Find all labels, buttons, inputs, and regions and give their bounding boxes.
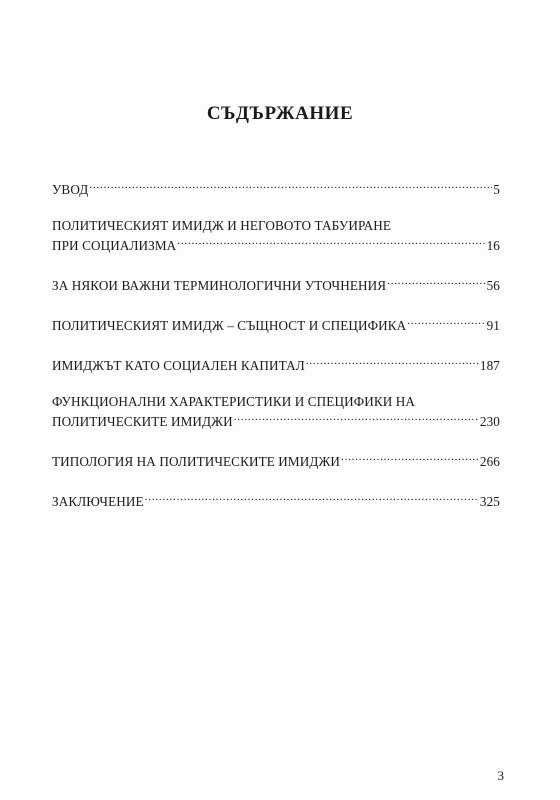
toc-entry-page: 5 xyxy=(493,182,500,197)
toc-entry-functional[interactable] xyxy=(52,394,500,430)
toc-entry-intro[interactable] xyxy=(52,178,500,198)
toc-entry-page: 56 xyxy=(486,278,500,293)
toc-entry-page: 230 xyxy=(479,414,500,429)
toc-entry-conclusion[interactable] xyxy=(52,490,500,510)
toc-entry-title: ПОЛИТИЧЕСКИТЕ ИМИДЖИ xyxy=(52,414,233,429)
toc-entry-title: ПОЛИТИЧЕСКИЯТ ИМИДЖ – СЪЩНОСТ И СПЕЦИФИКА xyxy=(52,318,407,333)
toc-entry-title: ЗАКЛЮЧЕНИЕ xyxy=(52,494,144,509)
toc-entry-taboo[interactable] xyxy=(52,218,500,254)
toc-entry-title: ЗА НЯКОИ ВАЖНИ ТЕРМИНОЛОГИЧНИ УТОЧНЕНИЯ xyxy=(52,278,387,293)
dot-leader xyxy=(234,410,479,426)
toc-entry-essence[interactable] xyxy=(52,314,500,334)
toc-entry-page: 91 xyxy=(486,318,500,333)
toc-entry-title-line: ФУНКЦИОНАЛНИ ХАРАКТЕРИСТИКИ И СПЕЦИФИКИ НА xyxy=(52,394,415,409)
toc-entry-title: ПРИ СОЦИАЛИЗМА xyxy=(52,238,177,253)
dot-leader xyxy=(306,354,479,370)
dot-leader xyxy=(407,314,485,330)
dot-leader xyxy=(89,178,492,194)
toc-entry-page: 266 xyxy=(479,454,500,469)
dot-leader xyxy=(387,274,485,290)
toc-entry-title: ТИПОЛОГИЯ НА ПОЛИТИЧЕСКИТЕ ИМИДЖИ xyxy=(52,454,341,469)
table-of-contents xyxy=(52,178,500,510)
toc-entry-title: УВОД xyxy=(52,182,89,197)
toc-entry-page: 187 xyxy=(479,358,500,373)
toc-entry-title-line: ПОЛИТИЧЕСКИЯТ ИМИДЖ И НЕГОВОТО ТАБУИРАНЕ xyxy=(52,218,392,233)
toc-entry-typology[interactable] xyxy=(52,450,500,470)
toc-entry-page: 16 xyxy=(486,238,500,253)
dot-leader xyxy=(145,490,479,506)
dot-leader xyxy=(341,450,479,466)
page-title: СЪДЪРЖАНИЕ xyxy=(206,103,354,124)
toc-entry-terminology[interactable] xyxy=(52,274,500,294)
toc-entry-title: ИМИДЖЪТ КАТО СОЦИАЛЕН КАПИТАЛ xyxy=(52,358,305,373)
toc-entry-page: 325 xyxy=(479,494,500,509)
toc-entry-social-capital[interactable] xyxy=(52,354,500,374)
dot-leader xyxy=(177,234,485,250)
page-number: 3 xyxy=(497,768,504,783)
